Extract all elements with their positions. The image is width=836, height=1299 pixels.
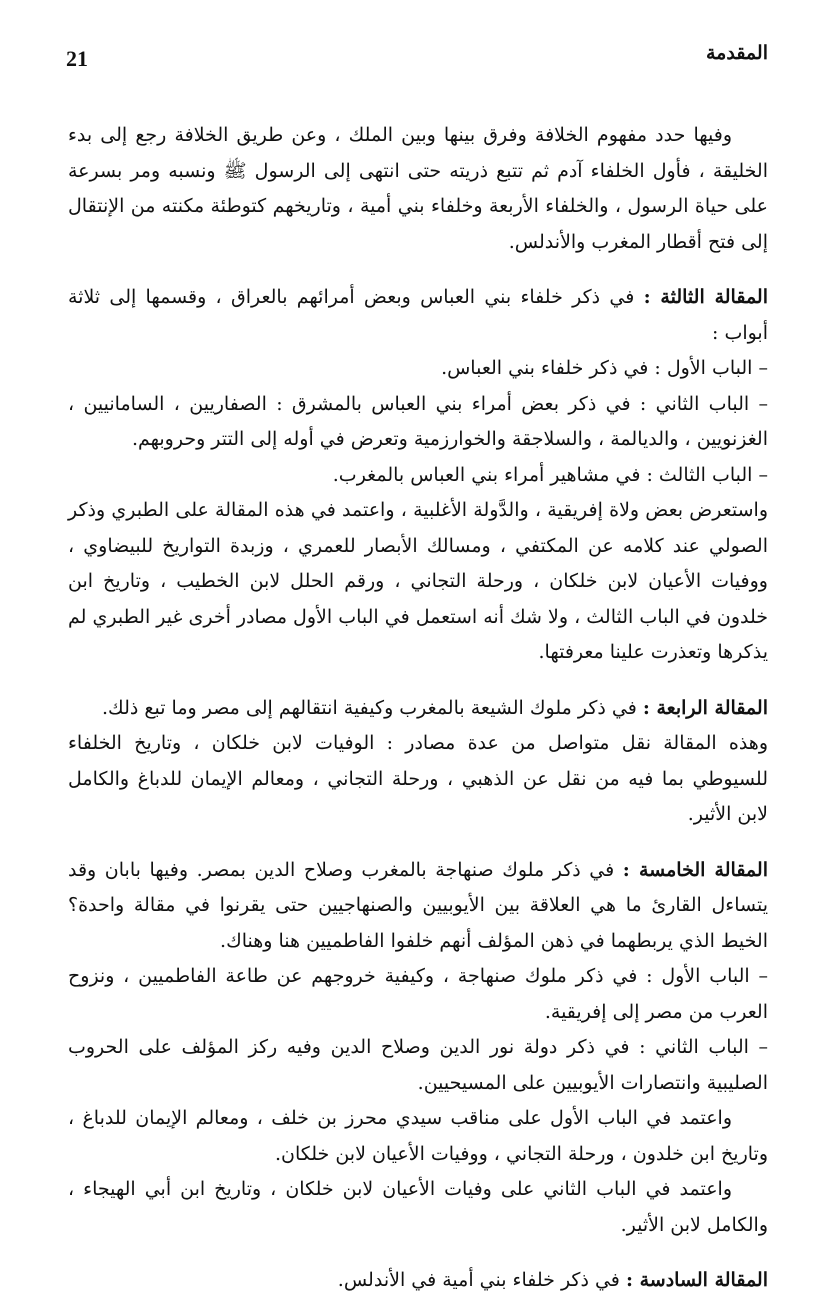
paragraph-sources-3: واستعرض بعض ولاة إفريقية ، والدَّولة الأغلبية ، واعتمد في هذه المقالة على الطبري وذكر الصولي عند كلامه عن المكتفي ، ومسالك الأبصار للعمري ، وزبدة التواريخ للبيضاوي ، ووفيات الأعيان لابن خلكان ، ورحلة التجاني ، ورقم الحلل لابن الخطيب ، وتاريخ ابن خلدون في الباب الثالث ، ولا شك أنه استعمل في الباب الأول مصادر أخرى غير الطبري لم يذكرها وتعذرت علينا معرفتها. (68, 499, 768, 663)
chapter-1-item: – الباب الأول : في ذكر خلفاء بني العباس. (441, 357, 768, 379)
section-maqala-3 (68, 280, 768, 351)
section-maqala-6 (68, 1263, 768, 1299)
paragraph-sources-5a: واعتمد في الباب الأول على مناقب سيدي محرز بن خلف ، ومعالم الإيمان للدباغ ، وتاريخ ابن خلدون ، ورحلة التجاني ، ووفيات الأعيان لابن خلكان. (68, 1107, 768, 1165)
chapter-2-item: – الباب الثاني : في ذكر دولة نور الدين وصلاح الدين وفيه ركز المؤلف على الحروب الصليبية وانتصارات الأيوبيين على المسيحيين. (68, 1036, 768, 1094)
running-head: المقدمة (705, 42, 768, 64)
section-heading: المقالة السادسة : (625, 1269, 768, 1291)
paragraph-sources-5b: واعتمد في الباب الثاني على وفيات الأعيان لابن خلكان ، وتاريخ ابن أبي الهيجاء ، والكامل لابن الأثير. (68, 1178, 768, 1236)
section-maqala-4 (68, 691, 768, 727)
section-text: في ذكر ملوك الشيعة بالمغرب وكيفية انتقالهم إلى مصر وما تبع ذلك. (102, 696, 637, 719)
section-text: في ذكر خلفاء بني أمية في الأندلس. (337, 1269, 620, 1291)
page-body (68, 118, 768, 1299)
chapter-1-item: – الباب الأول : في ذكر ملوك صنهاجة ، وكيفية خروجهم عن طاعة الفاطميين ، ونزوح العرب من مصر إلى إفريقية. (68, 965, 768, 1023)
section-maqala-5 (68, 853, 768, 960)
paragraph-sources-4: وهذه المقالة نقل متواصل من عدة مصادر : الوفيات لابن خلكان ، وتاريخ الخلفاء للسيوطي بما فيه من نقل عن الذهبي ، ورحلة التجاني ، ومعالم الإيمان للدباغ والكامل لابن الأثير. (68, 732, 768, 825)
section-heading: المقالة الخامسة : (622, 858, 768, 881)
page-number: 21 (66, 46, 88, 71)
chapter-2-item: – الباب الثاني : في ذكر بعض أمراء بني العباس بالمشرق : الصفاريين ، السامانيين ، الغزنويين ، والديالمة ، والسلاجقة والخوارزمية وتعرض في أوله إلى التتر وحروبهم. (68, 392, 768, 450)
section-text: في ذكر خلفاء بني العباس وبعض أمرائهم بالعراق ، وقسمها إلى ثلاثة أبواب : (68, 286, 768, 344)
paragraph-introduction: وفيها حدد مفهوم الخلافة وفرق بينها وبين الملك ، وعن طريق الخلافة رجع إلى بدء الخليقة ، فأول الخلفاء آدم ثم تتبع ذريته حتى انتهى إلى الرسول ﷺ ونسبه ومر بسرعة على حياة الرسول ، والخلفاء الأربعة وخلفاء بني أمية ، وتاريخهم كتوطئة مكنته من الإنتقال إلى فتح أقطار المغرب والأندلس. (68, 124, 768, 253)
chapter-3-item: – الباب الثالث : في مشاهير أمراء بني العباس بالمغرب. (332, 463, 768, 486)
section-text: في ذكر ملوك صنهاجة بالمغرب وصلاح الدين بمصر. وفيها بابان وقد يتساءل القارئ ما هي العلاقة بين الأيوبيين والصنهاجيين حتى يقرنوا في مقالة واحدة؟ الخيط الذي يربطهما في ذهن المؤلف أنهم خلفوا الفاطميين هنا وهناك. (68, 858, 768, 952)
section-heading: المقالة الثالثة : (643, 286, 768, 308)
section-heading: المقالة الرابعة : (642, 696, 768, 719)
